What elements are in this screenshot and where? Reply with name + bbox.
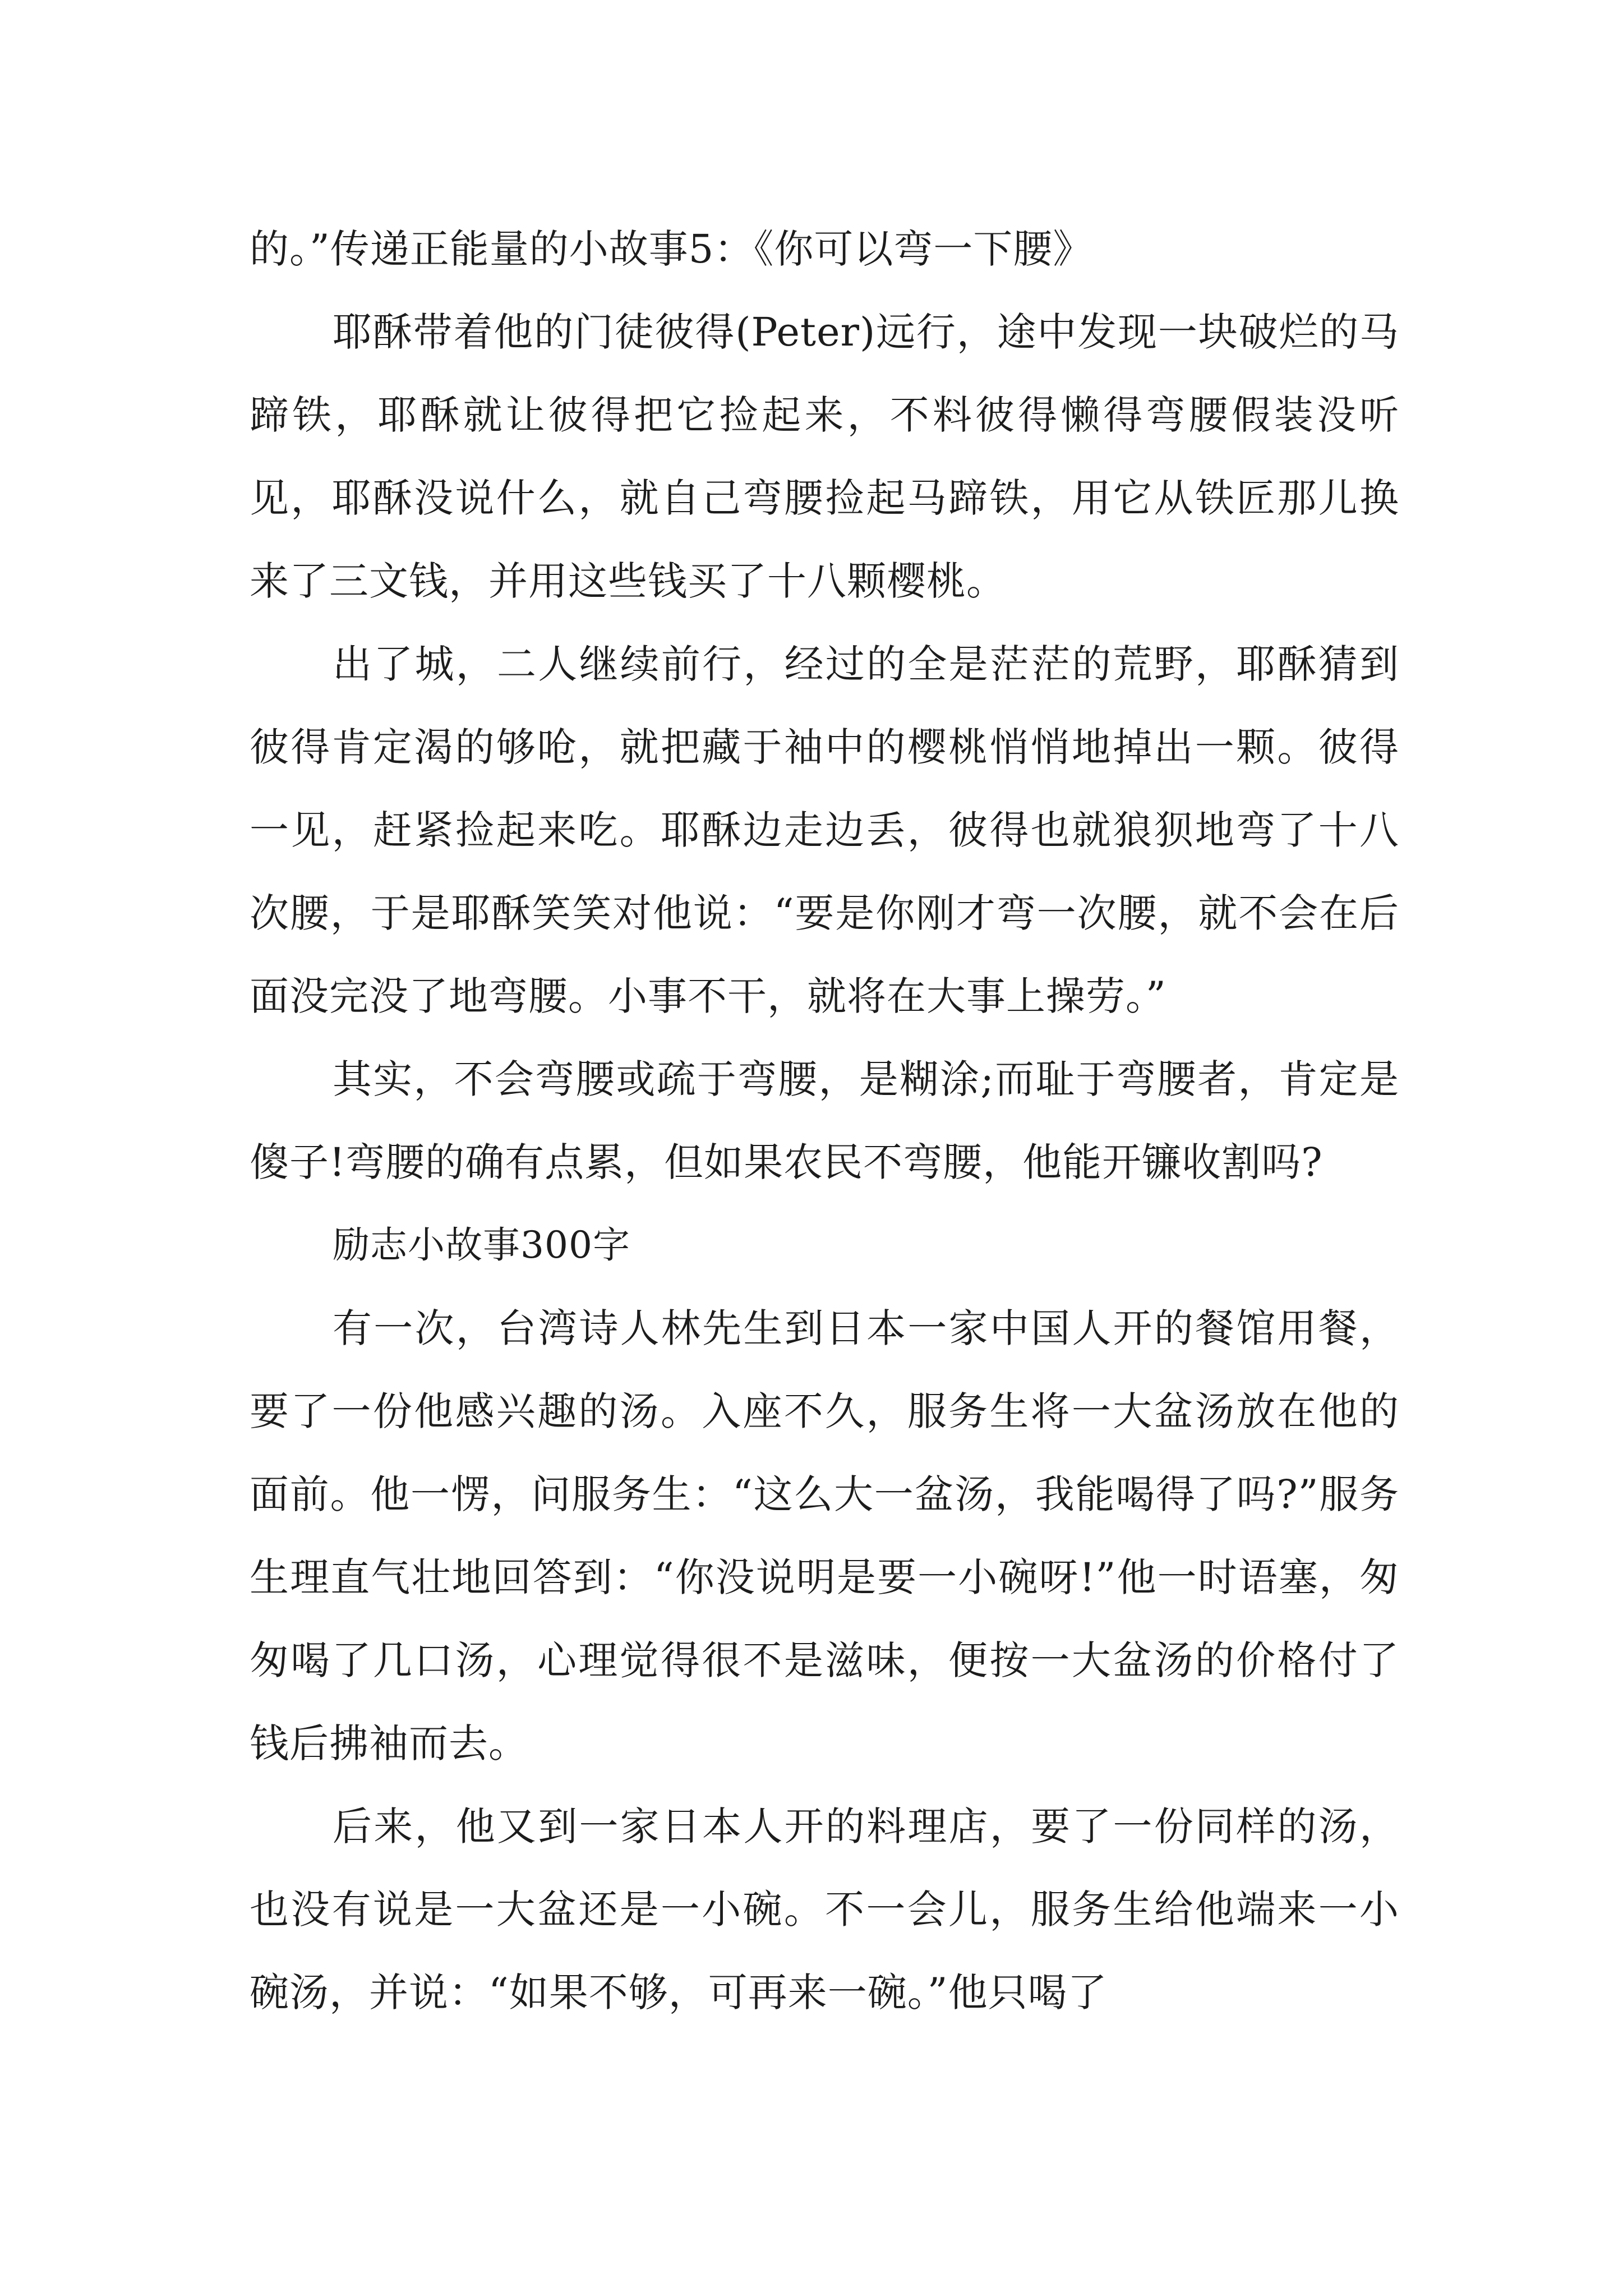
section-heading: 励志小故事300字 — [333, 1223, 630, 1267]
paragraph-cherries: 出了城，二人继续前行，经过的全是茫茫的荒野，耶酥猜到彼得肯定渴的够呛，就把藏于袖中的樱桃悄悄地掉出一颗。彼得一见，赶紧捡起来吃。耶酥边走边丢，彼得也就狼狈地弯了十八次腰，于是耶酥笑笑对他说：“要是你刚才弯一次腰，就不会在后面没完没了地弯腰。小事不干，就将在大事上操劳。” — [250, 641, 1399, 1019]
paragraph-soup-japanese: 后来，他又到一家日本人开的料理店，要了一份同样的汤，也没有说是一大盆还是一小碗。不一会儿，服务生给他端来一小碗汤，并说：“如果不够，可再来一碗。”他只喝了 — [250, 1803, 1399, 2016]
paragraph-jesus-horseshoe: 耶酥带着他的门徒彼得(Peter)远行，途中发现一块破烂的马蹄铁，耶酥就让彼得把它捡起来，不料彼得懒得弯腰假装没听见，耶酥没说什么，就自己弯腰捡起马蹄铁，用它从铁匠那儿换来了三文钱，并用这些钱买了十八颗樱桃。 — [250, 309, 1399, 604]
document-body — [250, 208, 1399, 2034]
paragraph-continuation: 的。”传递正能量的小故事5：《你可以弯一下腰》 — [250, 226, 1093, 272]
paragraph-soup-restaurant: 有一次，台湾诗人林先生到日本一家中国人开的餐馆用餐，要了一份他感兴趣的汤。入座不久，服务生将一大盆汤放在他的面前。他一愣，问服务生：“这么大一盆汤，我能喝得了吗?”服务生理直气壮地回答到：“你没说明是要一小碗呀!”他一时语塞，匆匆喝了几口汤，心理觉得很不是滋味，便按一大盆汤的价格付了钱后拂袖而去。 — [250, 1305, 1399, 1766]
paragraph-moral: 其实，不会弯腰或疏于弯腰，是糊涂;而耻于弯腰者，肯定是傻子!弯腰的确有点累，但如果农民不弯腰，他能开镰收割吗? — [250, 1056, 1399, 1185]
